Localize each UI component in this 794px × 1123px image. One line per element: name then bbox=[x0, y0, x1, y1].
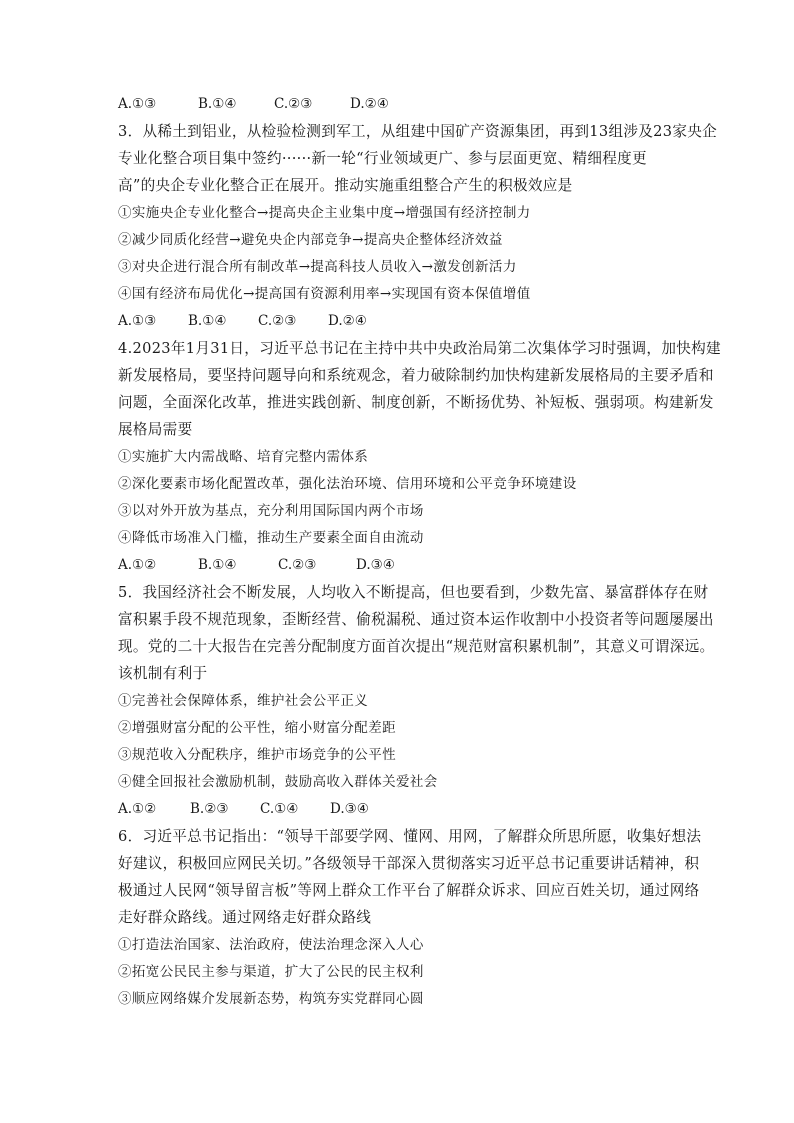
question-6 bbox=[118, 827, 702, 1009]
q5-answer-d: D.③④ bbox=[330, 801, 369, 817]
question-5 bbox=[118, 583, 715, 819]
q4-option-1: ①实施扩大内需战略、培育完整内需体系 bbox=[118, 449, 369, 465]
q4-option-4: ④降低市场准入门槛，推动生产要素全面自由流动 bbox=[118, 530, 424, 546]
q3-stem-line: 专业化整合项目集中签约······新一轮“行业领域更广、参与层面更宽、精细程度更 bbox=[118, 150, 647, 167]
q2-answer-d: D.②④ bbox=[350, 96, 389, 112]
q4-answer-b: B.①④ bbox=[198, 557, 237, 573]
q5-option-2: ②增强财富分配的公平性，缩小财富分配差距 bbox=[118, 720, 396, 736]
q6-stem-line: 好建议，积极回应网民关切。”各级领导干部深入贯彻落实习近平总书记重要讲话精神，积 bbox=[118, 855, 700, 872]
q6-option-2: ②拓宽公民民主参与渠道，扩大了公民的民主权利 bbox=[118, 964, 424, 980]
q2-answer-b: B.①④ bbox=[198, 96, 237, 112]
q3-answer-row bbox=[118, 311, 690, 331]
q3-answer-b: B.①④ bbox=[188, 313, 227, 329]
q5-answer-a: A.①② bbox=[118, 801, 157, 817]
q3-stem-line: 3．从稀土到铝业，从检验检测到军工，从组建中国矿产资源集团，再到13组涉及23家央企 bbox=[118, 123, 717, 140]
q4-answer-c: C.②③ bbox=[278, 557, 317, 573]
q4-answer-a: A.①② bbox=[118, 557, 157, 573]
q5-answer-c: C.①④ bbox=[260, 801, 299, 817]
q2-answer-c: C.②③ bbox=[274, 96, 313, 112]
q3-option-1: ①实施央企专业化整合→提高央企主业集中度→增强国有经济控制力 bbox=[118, 205, 531, 221]
q3-option-2: ②减少同质化经营→避免央企内部竞争→提高央企整体经济效益 bbox=[118, 232, 503, 248]
q5-stem-line: 现。党的二十大报告在完善分配制度方面首次提出“规范财富积累机制”，其意义可谓深远。 bbox=[118, 638, 715, 655]
q5-option-4: ④健全回报社会激励机制，鼓励高收入群体关爱社会 bbox=[118, 774, 438, 790]
q3-answer-a: A.①③ bbox=[118, 313, 157, 329]
q6-stem-line: 走好群众路线。通过网络走好群众路线 bbox=[118, 909, 372, 926]
q2-answer-row bbox=[118, 94, 690, 114]
q6-option-3: ③顺应网络媒介发展新态势，构筑夯实党群同心圆 bbox=[118, 991, 424, 1007]
q4-stem-line: 问题，全面深化改革，推进实践创新、制度创新，不断扬优势、补短板、强弱项。构建新发 bbox=[118, 394, 714, 411]
q5-stem-line: 5．我国经济社会不断发展，人均收入不断提高，但也要看到，少数先富、暴富群体存在财 bbox=[118, 584, 709, 601]
q5-stem-line: 该机制有利于 bbox=[118, 665, 208, 682]
q4-answer-row bbox=[118, 555, 690, 575]
q6-stem-line: 6．习近平总书记指出：“领导干部要学网、懂网、用网，了解群众所思所愿，收集好想法 bbox=[118, 828, 702, 845]
question-4 bbox=[118, 339, 721, 575]
q3-stem-line: 高”的央企专业化整合正在展开。推动实施重组整合产生的积极效应是 bbox=[118, 177, 573, 194]
q3-answer-d: D.②④ bbox=[328, 313, 367, 329]
q6-stem-line: 极通过人民网“领导留言板”等网上群众工作平台了解群众诉求、回应百姓关切，通过网络 bbox=[118, 882, 700, 899]
q4-stem-line: 新发展格局，要坚持问题导向和系统观念，着力破除制约加快构建新发展格局的主要矛盾和 bbox=[118, 367, 714, 384]
q2-answer-a: A.①③ bbox=[118, 96, 157, 112]
q6-option-1: ①打造法治国家、法治政府，使法治理念深入人心 bbox=[118, 937, 424, 953]
q5-option-3: ③规范收入分配秩序，维护市场竞争的公平性 bbox=[118, 747, 396, 763]
q4-stem-line: 展格局需要 bbox=[118, 421, 193, 438]
q4-option-2: ②深化要素市场化配置改革，强化法治环境、信用环境和公平竞争环境建设 bbox=[118, 476, 577, 492]
q3-option-3: ③对央企进行混合所有制改革→提高科技人员收入→激发创新活力 bbox=[118, 259, 517, 275]
q4-stem-line: 4.2023年1月31日，习近平总书记在主持中共中央政治局第二次集体学习时强调，加快构建 bbox=[118, 340, 721, 357]
q5-option-1: ①完善社会保障体系，维护社会公平正义 bbox=[118, 693, 369, 709]
q4-option-3: ③以对外开放为基点，充分利用国际国内两个市场 bbox=[118, 503, 424, 519]
q3-option-4: ④国有经济布局优化→提高国有资源利用率→实现国有资本保值增值 bbox=[118, 286, 531, 302]
exam-page bbox=[118, 94, 721, 1016]
q3-answer-c: C.②③ bbox=[258, 313, 297, 329]
question-3 bbox=[118, 122, 717, 331]
q4-answer-d: D.③④ bbox=[356, 557, 395, 573]
q5-stem-line: 富积累手段不规范现象，歪断经营、偷税漏税、通过资本运作收割中小投资者等问题屡屡出 bbox=[118, 611, 714, 628]
q5-answer-b: B.②③ bbox=[190, 801, 229, 817]
q5-answer-row bbox=[118, 799, 690, 819]
